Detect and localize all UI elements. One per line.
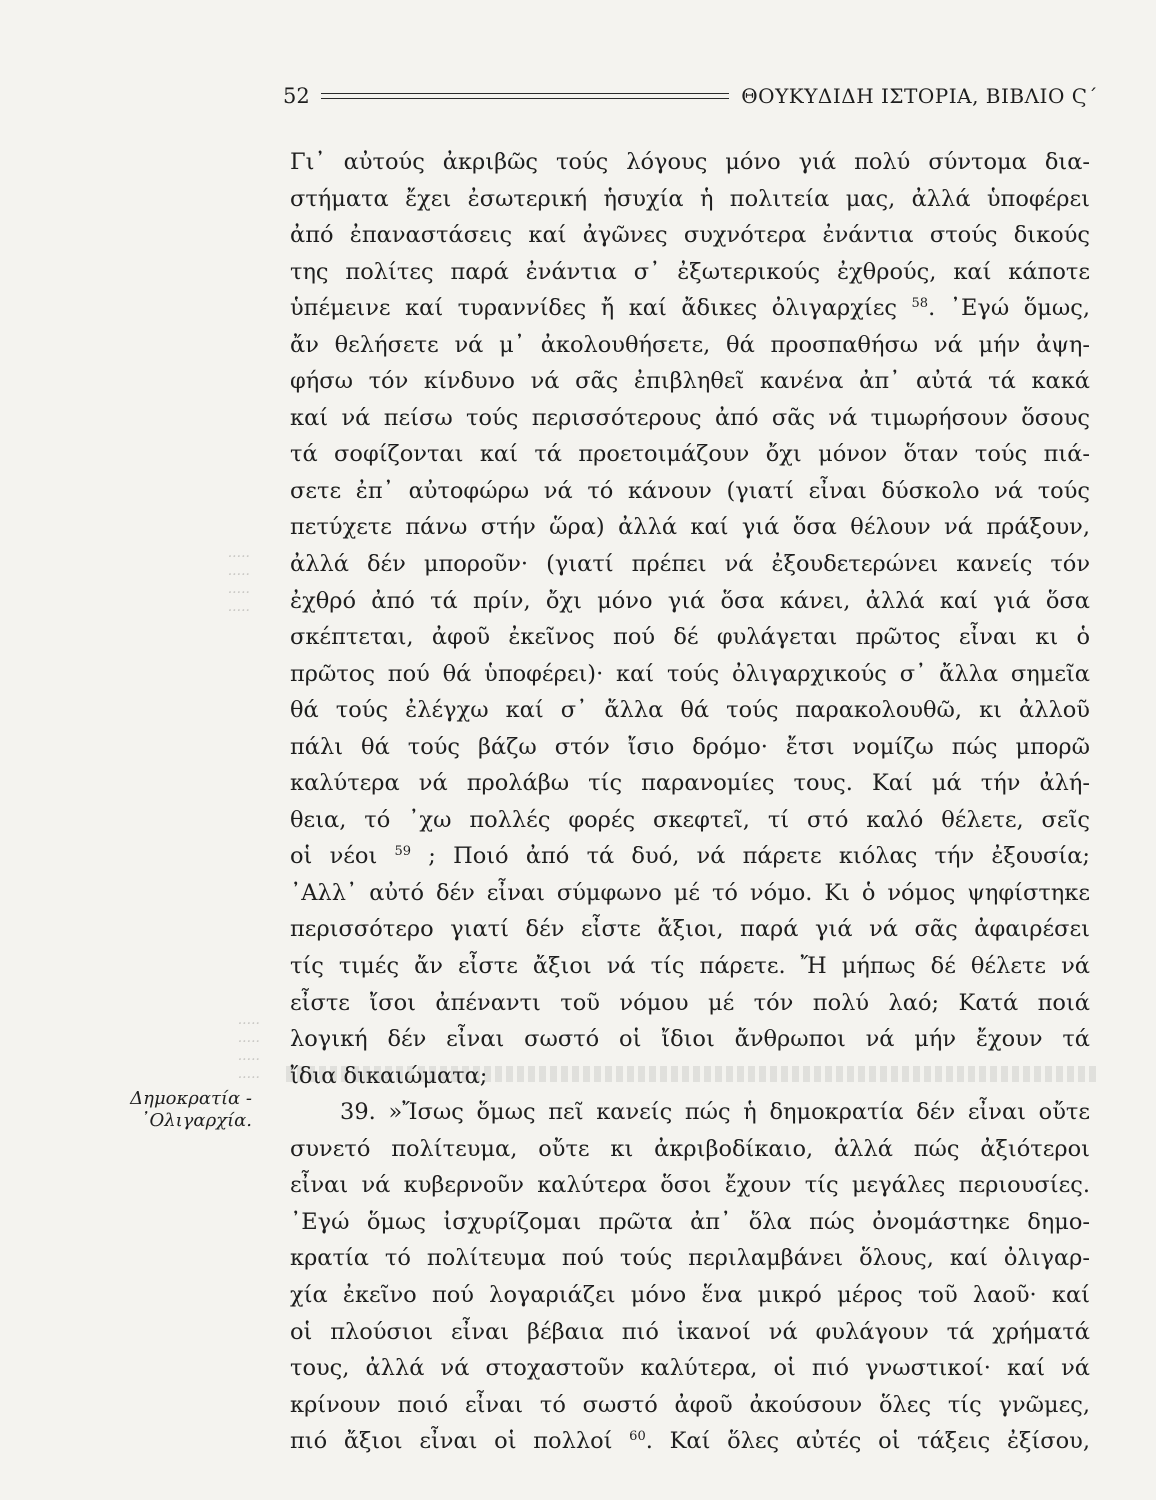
bleed-through-margin-note: ····· ····· ····· ····· bbox=[237, 1016, 260, 1086]
text-line: εἶναι νά κυβερνοῦν καλύτερα ὅσοι ἔχουν τίς μεγάλες περιουσίες. bbox=[290, 1172, 1090, 1199]
margin-note bbox=[130, 1088, 252, 1132]
text-line: ἀπό ἐπαναστάσεις καί ἀγῶνες συχνότερα ἐνάντια στούς δικούς bbox=[290, 222, 1090, 249]
text-line: φήσω τόν κίνδυνο νά σᾶς ἐπιβληθεῖ κανένα ἀπ᾿ αὐτά τά κακά bbox=[290, 368, 1090, 395]
text-segment: οἱ νέοι bbox=[290, 843, 378, 870]
margin-note-line: ᾿Ολιγαρχία. bbox=[140, 1110, 252, 1131]
text-line: ᾿Εγώ ὅμως ἰσχυρίζομαι πρῶτα ἀπ᾿ ὅλα πώς ὀνομάστηκε δημο- bbox=[290, 1208, 1090, 1235]
text-line: εἶστε ἴσοι ἀπέναντι τοῦ νόμου μέ τόν πολύ λαό; Κατά ποιά bbox=[290, 989, 1090, 1016]
text-line: θά τούς ἐλέγχω καί σ᾿ ἄλλα θά τούς παρακολουθῶ, κι ἀλλοῦ bbox=[290, 697, 1090, 724]
text-segment: . Καί ὅλες αὐτές οἱ τάξεις ἐξίσου, bbox=[645, 1428, 1090, 1455]
text-line bbox=[290, 290, 1090, 327]
header-double-rule bbox=[321, 93, 729, 99]
running-title: ΘΟΥΚΥΔΙΔΗ ΙΣΤΟΡΙΑ, ΒΙΒΛΙΟ Ϛ΄ bbox=[741, 84, 1098, 108]
margin-note-line: Δημοκρατία - bbox=[130, 1088, 252, 1109]
text-line: τους, ἀλλά νά στοχαστοῦν καλύτερα, οἱ πιό γνωστικοί· καί νά bbox=[290, 1355, 1090, 1382]
text-line bbox=[290, 1423, 1090, 1460]
text-segment: ὑπέμεινε καί τυραννίδες ἤ καί ἄδικες ὀλιγαρχίες bbox=[290, 295, 897, 322]
text-line: πάλι θά τούς βάζω στόν ἴσιο δρόμο· ἔτσι νομίζω πώς μπορῶ bbox=[290, 733, 1090, 760]
text-line: θεια, τό ᾿χω πολλές φορές σκεφτεῖ, τί στό καλό θέλετε, σεῖς bbox=[290, 806, 1090, 833]
text-line: στήματα ἔχει ἐσωτερική ἡσυχία ἡ πολιτεία μας, ἀλλά ὑποφέρει bbox=[290, 185, 1090, 212]
text-line: συνετό πολίτευμα, οὔτε κι ἀκριβοδίκαιο, ἀλλά πώς ἀξιότεροι bbox=[290, 1135, 1090, 1162]
text-line: περισσότερο γιατί δέν εἶστε ἄξιοι, παρά γιά νά σᾶς ἀφαιρέσει bbox=[290, 916, 1090, 943]
page-number: 52 bbox=[283, 84, 310, 108]
text-segment: . ᾿Εγώ ὅμως, bbox=[928, 295, 1090, 322]
text-line: σετε ἐπ᾿ αὐτοφώρω νά τό κάνουν (γιατί εἶναι δύσκολο νά τούς bbox=[290, 477, 1090, 504]
text-line: ᾿Αλλ᾿ αὐτό δέν εἶναι σύμφωνο μέ τό νόμο. Κι ὁ νόμος ψηφίστηκε bbox=[290, 879, 1090, 906]
text-line: Γι᾿ αὐτούς ἀκριβῶς τούς λόγους μόνο γιά πολύ σύντομα δια- bbox=[290, 149, 1090, 175]
text-line bbox=[290, 838, 1090, 875]
footnote-ref: 60 bbox=[629, 1429, 646, 1445]
text-line: καλύτερα νά προλάβω τίς παρανομίες τους. Καί μά τήν ἀλή- bbox=[290, 770, 1090, 797]
footnote-ref: 58 bbox=[911, 296, 929, 312]
text-segment: πιό ἄξιοι εἶναι οἱ πολλοί bbox=[290, 1428, 613, 1455]
text-line: της πολίτες παρά ἐνάντια σ᾿ ἐξωτερικούς ἐχθρούς, καί κάποτε bbox=[290, 258, 1090, 285]
text-line: λογική δέν εἶναι σωστό οἱ ἴδιοι ἄνθρωποι νά μήν ἔχουν τά bbox=[290, 1026, 1090, 1053]
text-line: 39. »Ἴσως ὅμως πεῖ κανείς πώς ἡ δημοκρατία δέν εἶναι οὔτε bbox=[340, 1099, 1090, 1126]
text-line: ἄν θελήσετε νά μ᾿ ἀκολουθήσετε, θά προσπαθήσω νά μήν ἀψη- bbox=[290, 331, 1090, 358]
text-line: σκέπτεται, ἀφοῦ ἐκεῖνος πού δέ φυλάγεται πρῶτος εἶναι κι ὁ bbox=[290, 624, 1090, 651]
text-line: κρίνουν ποιό εἶναι τό σωστό ἀφοῦ ἀκούσουν ὅλες τίς γνῶμες, bbox=[290, 1391, 1090, 1418]
text-line: κρατία τό πολίτευμα πού τούς περιλαμβάνει ὅλους, καί ὀλιγαρ- bbox=[290, 1245, 1090, 1272]
text-line: τά σοφίζονται καί τά προετοιμάζουν ὄχι μόνον ὅταν τούς πιά- bbox=[290, 441, 1090, 468]
footnote-ref: 59 bbox=[394, 844, 412, 860]
text-line: καί νά πείσω τούς περισσότερους ἀπό σᾶς νά τιμωρήσουν ὅσους bbox=[290, 404, 1090, 431]
page-header bbox=[283, 80, 1098, 112]
text-line: πρῶτος πού θά ὑποφέρει)· καί τούς ὀλιγαρχικούς σ᾿ ἄλλα σημεῖα bbox=[290, 660, 1090, 687]
text-line: ἐχθρό ἀπό τά πρίν, ὄχι μόνο γιά ὅσα κάνει, ἀλλά καί γιά ὅσα bbox=[290, 587, 1090, 614]
text-line: τίς τιμές ἄν εἶστε ἄξιοι νά τίς πάρετε. Ἤ μήπως δέ θέλετε νά bbox=[290, 953, 1090, 980]
text-line: χία ἐκεῖνο πού λογαριάζει μόνο ἕνα μικρό μέρος τοῦ λαοῦ· καί bbox=[290, 1281, 1090, 1308]
text-line: πετύχετε πάνω στήν ὥρα) ἀλλά καί γιά ὅσα θέλουν νά πράξουν, bbox=[290, 514, 1090, 541]
text-line: οἱ πλούσιοι εἶναι βέβαια πιό ἱκανοί νά φυλάγουν τά χρήματά bbox=[290, 1318, 1090, 1345]
body-text bbox=[290, 144, 1090, 1460]
bleed-through-margin-note: ····· ····· ····· ····· bbox=[227, 549, 250, 619]
text-line: ἴδια δικαιώματα; bbox=[290, 1062, 488, 1089]
text-line: ἀλλά δέν μποροῦν· (γιατί πρέπει νά ἐξουδετερώνει κανείς τόν bbox=[290, 551, 1090, 578]
text-segment: ; Ποιό ἀπό τά δυό, νά πάρετε κιόλας τήν ἐξουσία; bbox=[411, 843, 1090, 870]
